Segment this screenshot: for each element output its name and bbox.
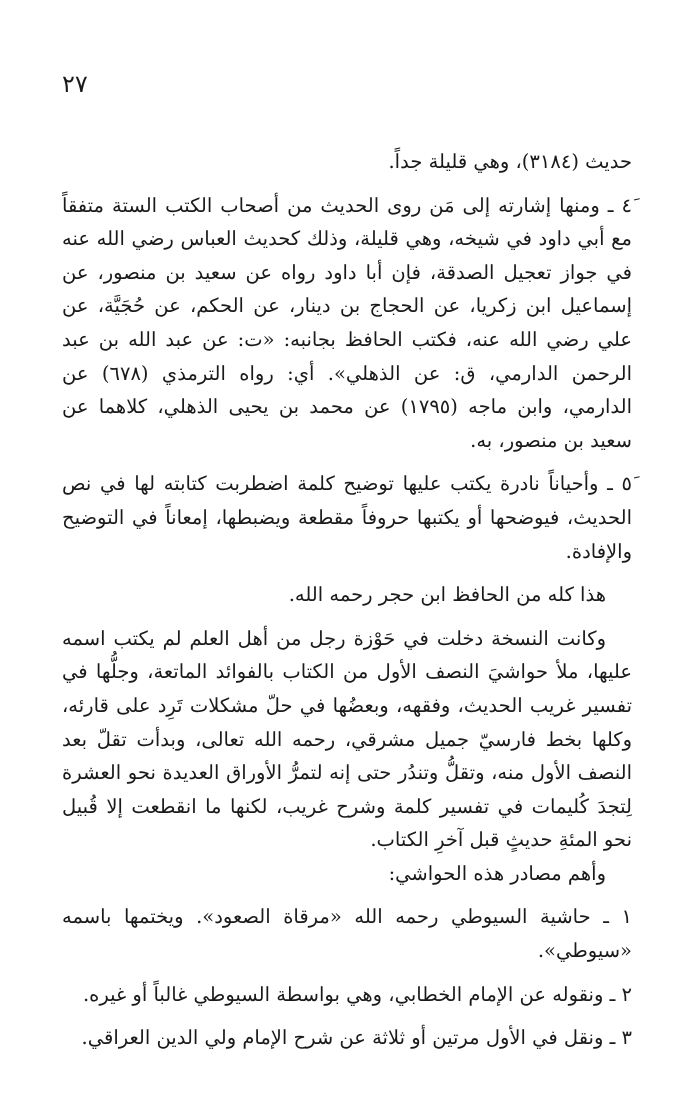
list-item-source-1: ١ ـ حاشية السيوطي رحمه الله «مرقاة الصعود». ويختمها باسمه «سيوطي». xyxy=(62,905,632,963)
paragraph-point-4: ٤َ ـ ومنها إشارته إلى مَن روى الحديث من أصحاب الكتب الستة متفقاً مع أبي داود في شيخه، وهي قليلة، وذلك كحديث العباس رضي الله عنه في جواز تعجيل الصدقة، فإن أبا داود رواه عن سعيد بن منصور، عن إسماعيل ابن زكريا، عن الحجاج بن دينار، عن الحكم، عن حُجَيَّة، عن علي رضي الله عنه، فكتب الحافظ بجانبه: «ت: عن عبد الله بن عبد الرحمن الدارمي، ق: عن الذهلي». أي: رواه الترمذي (٦٧٨) عن الدارمي، وابن ماجه (١٧٩٥) عن محمد بن يحيى الذهلي، كلاهما عن سعيد بن منصور، به. xyxy=(62,193,632,452)
paragraph-summary: هذا كله من الحافظ ابن حجر رحمه الله. xyxy=(288,583,606,607)
page-body xyxy=(62,145,632,1055)
paragraph-manuscript-margins: وكانت النسخة دخلت في حَوْزة رجل من أهل العلم لم يكتب اسمه عليها، ملأ حواشيَ النصف الأول من الكتاب بالفوائد الماتعة، وجلُّها في تفسير غريب الحديث، وفقهه، وبعضُها في حلّ مشكلات تَرِد على قارئه، وكلها بخط فارسيّ جميل مشرقي، رحمه الله تعالى، وبدأت تقلّ بعد النصف الأول منه، وتقلُّ وتندُر حتى إنه لتمرُّ الأوراق العديدة نحو العشرة لِتجدَ كُليمات في تفسير كلمة وشرح غريب، لكنها ما انقطعت إلا قُبيل نحو المئةِ حديثٍ قبل آخرِ الكتاب. xyxy=(62,626,633,852)
list-item-source-3: ٣ ـ ونقل في الأول مرتين أو ثلاثة عن شرح الإمام ولي الدين العراقي. xyxy=(81,1026,632,1050)
paragraph-point-5: ٥َ ـ وأحياناً نادرة يكتب عليها توضيح كلمة اضطربت كتابته لها في نص الحديث، فيوضحها أو يكتبها حروفاً مقطعة ويضبطها، إمعاناً في التوضيح والإفادة. xyxy=(62,472,632,563)
paragraph-sources-heading: وأهم مصادر هذه الحواشي: xyxy=(388,861,606,885)
paragraph-hadith-count: حديث (٣١٨٤)، وهي قليلة جداً. xyxy=(388,150,632,173)
page-number: ٢٧ xyxy=(62,70,88,98)
list-item-source-2: ٢ ـ ونقوله عن الإمام الخطابي، وهي بواسطة السيوطي غالباً أو غيره. xyxy=(82,982,632,1006)
